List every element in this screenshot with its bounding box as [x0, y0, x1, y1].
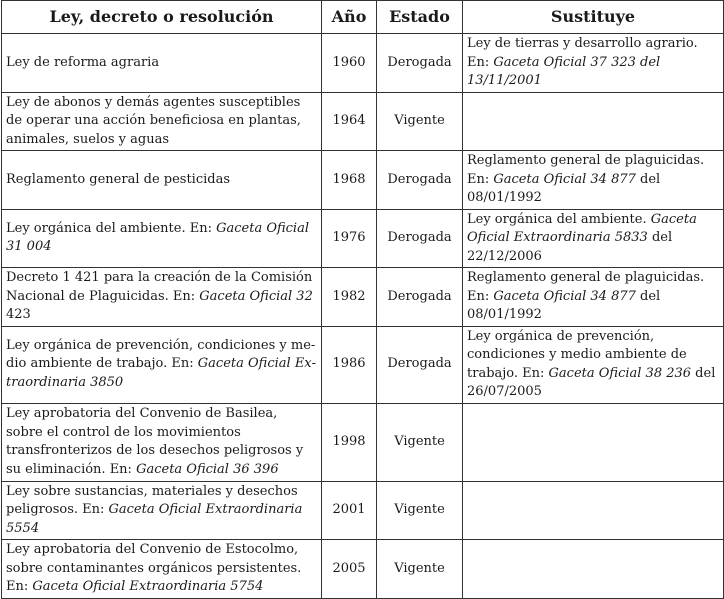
cell-ley-segment: Gaceta Oficial Extraordinaria 5754: [32, 579, 264, 594]
header-sustituye: Sustituye: [463, 1, 724, 34]
cell-estado: Vigente: [377, 403, 463, 481]
cell-ley-segment: Ley de reforma agraria: [6, 54, 160, 70]
header-estado: Estado: [377, 1, 463, 34]
cell-ley-segment: 423: [6, 307, 31, 322]
cell-ley-segment: Decreto 1 421 para la creación de la Comisión Nacional de Plaguicidas. En:: [6, 270, 313, 304]
cell-estado: Derogada: [377, 326, 463, 403]
cell-anio: 1960: [322, 34, 377, 93]
cell-estado: Derogada: [377, 151, 463, 210]
cell-ley: [2, 326, 322, 403]
cell-estado: Vigente: [377, 92, 463, 151]
cell-sustituye: [463, 92, 724, 151]
cell-sustituye: [463, 34, 724, 93]
cell-sustituye: [463, 268, 724, 327]
table-row: [2, 268, 724, 327]
cell-sustituye-segment: Gaceta Oficial 38 236: [548, 365, 692, 381]
cell-sustituye-segment: del 26/07/2005: [467, 365, 716, 399]
cell-sustituye: [463, 151, 724, 210]
cell-ley: [2, 209, 322, 268]
cell-sustituye: [463, 209, 724, 268]
cell-anio: 1998: [322, 403, 377, 481]
cell-ley-segment: Ley sobre sustancias, materiales y desechos peligrosos. En:: [6, 483, 298, 517]
cell-ley: [2, 403, 322, 481]
cell-estado: Vigente: [377, 540, 463, 599]
cell-anio: 1964: [322, 92, 377, 151]
cell-sustituye: [463, 326, 724, 403]
cell-anio: 1976: [322, 209, 377, 268]
cell-ley-segment: Gaceta Oficial 31 004: [6, 220, 310, 255]
cell-anio: 1982: [322, 268, 377, 327]
cell-anio: 2005: [322, 540, 377, 599]
cell-anio: 2001: [322, 481, 377, 540]
legislation-table: [1, 0, 724, 599]
table-row: [2, 481, 724, 540]
table-row: [2, 34, 724, 93]
cell-ley-segment: Ley aprobatoria del Convenio de Basilea, sobre el control de los movimientos transfronterizos de los desechos peligrosos y su eliminación. En:: [6, 406, 304, 477]
cell-sustituye-segment: Reglamento general de plaguicidas. En:: [467, 153, 705, 187]
table-row: [2, 540, 724, 599]
cell-ley: [2, 268, 322, 327]
header-anio: Año: [322, 1, 377, 34]
cell-sustituye-segment: Gaceta Oficial Extraordinaria 5833: [467, 211, 697, 245]
cell-sustituye-segment: del 08/01/1992: [467, 171, 661, 205]
table-row: [2, 151, 724, 210]
cell-estado: Derogada: [377, 268, 463, 327]
header-ley: Ley, decreto o resolución: [2, 1, 322, 34]
cell-sustituye-segment: Ley orgánica de prevención, condiciones y medio ambiente de trabajo. En:: [467, 328, 687, 381]
table-row: [2, 209, 724, 268]
cell-sustituye-segment: 37 323 del 13/11/2001: [467, 54, 661, 88]
cell-ley: [2, 34, 322, 93]
cell-anio: 1968: [322, 151, 377, 210]
cell-ley-segment: Gaceta Oficial 32: [199, 288, 313, 304]
table-row: [2, 92, 724, 151]
cell-sustituye-segment: Gaceta Oficial: [493, 54, 587, 70]
cell-sustituye: [463, 481, 724, 540]
cell-ley: [2, 92, 322, 151]
cell-sustituye-segment: Gaceta Oficial 34 877: [493, 171, 636, 187]
cell-estado: Vigente: [377, 481, 463, 540]
cell-ley-segment: Ley orgánica del ambiente. En:: [6, 220, 217, 236]
cell-sustituye-segment: Ley de tierras y desarrollo agrario. En:: [467, 36, 698, 70]
cell-ley-segment: Ley aprobatoria del Convenio de Estocolmo, sobre contaminantes orgánicos persistentes. En:: [6, 542, 302, 594]
cell-ley-segment: Gaceta Oficial Extraordinaria 3850: [6, 356, 317, 390]
cell-ley-segment: Reglamento general de pesticidas: [6, 171, 231, 187]
table-body: [2, 34, 724, 599]
cell-estado: Derogada: [377, 34, 463, 93]
cell-sustituye-segment: del 08/01/1992: [467, 288, 661, 322]
cell-ley: [2, 151, 322, 210]
cell-ley-segment: Gaceta Oficial 36 396: [136, 461, 279, 477]
table-row: [2, 326, 724, 403]
cell-sustituye: [463, 540, 724, 599]
cell-sustituye-segment: Ley orgánica del ambiente.: [467, 211, 651, 227]
cell-ley: [2, 540, 322, 599]
cell-sustituye-segment: del 22/12/2006: [467, 230, 673, 264]
cell-sustituye: [463, 403, 724, 481]
cell-ley: [2, 481, 322, 540]
cell-anio: 1986: [322, 326, 377, 403]
header-row: [2, 1, 724, 34]
cell-sustituye-segment: Reglamento general de plaguicidas. En:: [467, 270, 705, 304]
table-row: [2, 403, 724, 481]
cell-ley-segment: Ley orgánica de prevención, condiciones y medio ambiente de trabajo. En:: [6, 337, 316, 372]
cell-sustituye-segment: Gaceta Oficial 34 877: [493, 288, 636, 304]
cell-estado: Derogada: [377, 209, 463, 268]
cell-ley-segment: Ley de abonos y demás agentes susceptibles de operar una acción beneficiosa en plantas, animales, suelos y aguas: [6, 94, 301, 147]
table-header: [2, 1, 724, 34]
cell-ley-segment: Gaceta Oficial Extraordinaria 5554: [6, 502, 303, 536]
